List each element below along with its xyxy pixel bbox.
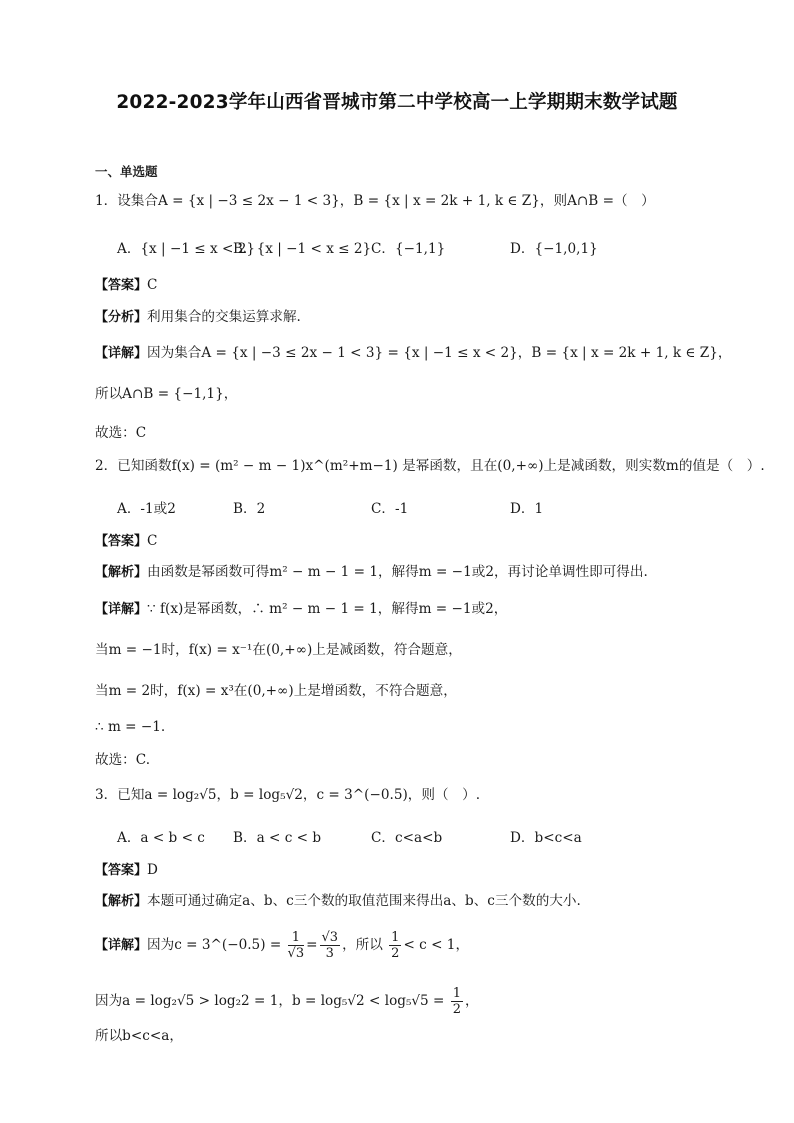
answer-tag: 【答案】 <box>95 863 148 878</box>
detail-line2-text: 因为a = log₂√5 > log₂2 = 1，b = log₅√2 < log₅√5 = <box>95 993 445 1009</box>
q1-option-d: D．{−1,0,1} <box>510 241 598 257</box>
detail-text-b: ，所以 <box>342 937 383 953</box>
analysis-tag: 【分析】 <box>95 310 148 325</box>
fraction-one-half: $\frac{1}{2}$ <box>452 986 462 1017</box>
q1-answer <box>95 276 157 295</box>
q3-conclusion: 所以b<c<a， <box>95 1028 183 1044</box>
q2-detail <box>95 600 507 619</box>
analysis-tag: 【解析】 <box>95 894 148 909</box>
q2-option-b: B．2 <box>233 501 266 517</box>
q3-option-d: D．b<c<a <box>510 830 582 846</box>
detail-line2-end: ， <box>465 993 479 1009</box>
q2-analysis <box>95 563 648 582</box>
question-3-stem: 3．已知a = log₂√5，b = log₅√2，c = 3^(−0.5)，则（ ）. <box>95 787 481 803</box>
detail-tag: 【详解】 <box>95 602 148 617</box>
detail-text-c: < c < 1， <box>403 937 470 953</box>
detail-tag: 【详解】 <box>95 346 148 361</box>
q1-conclusion: 故选：C <box>95 425 147 441</box>
q2-detail-line3: 当m = 2时，f(x) = x³在(0,+∞)上是增函数，不符合题意， <box>95 683 457 699</box>
answer-value: C <box>147 277 158 293</box>
q3-option-b: B．a < c < b <box>233 830 322 846</box>
q3-option-a: A．a < b < c <box>117 830 205 846</box>
q3-analysis <box>95 892 581 911</box>
answer-tag: 【答案】 <box>95 278 148 293</box>
q2-option-a: A．-1或2 <box>117 501 176 517</box>
q1-analysis <box>95 308 301 327</box>
q2-option-c: C．-1 <box>371 501 409 517</box>
question-1-stem: 1．设集合A = {x | −3 ≤ 2x − 1 < 3}，B = {x | x = 2k + 1, k ∈ Z}，则A∩B =（ ） <box>95 193 655 209</box>
analysis-tag: 【解析】 <box>95 565 148 580</box>
fraction-one-half: $\frac{1}{2}$ <box>391 930 400 961</box>
q2-answer <box>95 532 157 551</box>
analysis-text: 利用集合的交集运算求解. <box>147 309 301 325</box>
q2-option-d: D．1 <box>510 501 544 517</box>
q1-option-c: C．{−1,1} <box>371 241 446 257</box>
q2-conclusion: 故选：C. <box>95 752 151 768</box>
question-2-stem: 2．已知函数f(x) = (m² − m − 1)x^(m²+m−1) 是幂函数，且在(0,+∞)上是减函数，则实数m的值是（ ）. <box>95 458 765 474</box>
q1-option-b: B．{x | −1 < x ≤ 2} <box>233 241 372 257</box>
detail-text-a: 因为c = 3^(−0.5) = <box>147 937 282 953</box>
q3-answer <box>95 861 158 880</box>
detail-tag: 【详解】 <box>95 938 148 953</box>
q3-detail-line2 <box>95 984 479 1018</box>
answer-value: D <box>147 862 158 878</box>
q2-detail-line4: ∴ m = −1. <box>95 719 166 735</box>
q1-option-a: A．{x | −1 ≤ x < 2} <box>117 241 256 257</box>
q1-detail <box>95 344 732 363</box>
answer-tag: 【答案】 <box>95 534 148 549</box>
analysis-text: 由函数是幂函数可得m² − m − 1 = 1，解得m = −1或2，再讨论单调性即可得出. <box>147 564 648 580</box>
page-title: 2022-2023学年山西省晋城市第二中学校高一上学期期末数学试题 <box>116 92 678 113</box>
fraction-sqrt3-over-3: $\frac{√3}{3}$ <box>321 930 339 961</box>
answer-value: C <box>147 533 158 549</box>
section-heading: 一、单选题 <box>95 164 158 179</box>
q2-detail-line2: 当m = −1时，f(x) = x⁻¹在(0,+∞)上是减函数，符合题意， <box>95 642 462 658</box>
fraction-one-over-sqrt3: $\frac{1}{√3}$ <box>287 930 305 961</box>
q3-detail: 【详解】因为c = 3^(−0.5) = $\frac{1}{√3}$ = $\frac{√3}{3}$ ，所以 $\frac{1}{2}$ < c < 1， <box>95 930 470 961</box>
detail-text: ∵ f(x)是幂函数，∴ m² − m − 1 = 1，解得m = −1或2， <box>147 601 508 617</box>
detail-text: 因为集合A = {x | −3 ≤ 2x − 1 < 3} = {x | −1 ≤ x < 2}，B = {x | x = 2k + 1, k ∈ Z}， <box>147 345 732 361</box>
q3-option-c: C．c<a<b <box>371 830 443 846</box>
analysis-text: 本题可通过确定a、b、c三个数的取值范围来得出a、b、c三个数的大小. <box>147 893 581 909</box>
q1-detail-line2: 所以A∩B = {−1,1}， <box>95 386 238 402</box>
